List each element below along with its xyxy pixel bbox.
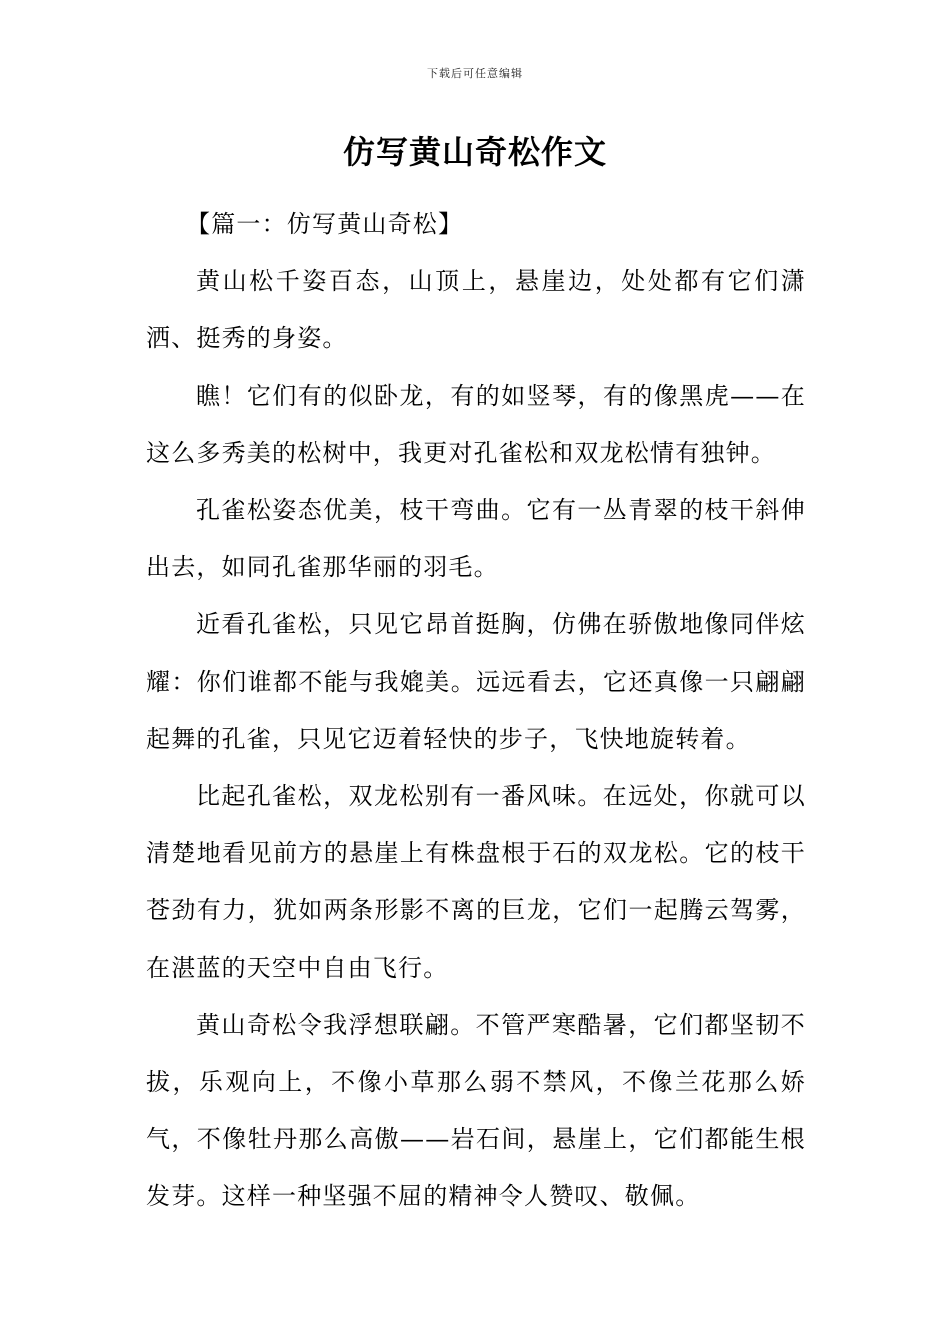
paragraph: 孔雀松姿态优美，枝干弯曲。它有一丛青翠的枝干斜伸出去，如同孔雀那华丽的羽毛。 [146,496,806,582]
document-body [146,196,806,1226]
header-note: 下载后可任意编辑 [427,67,523,80]
paragraph: 近看孔雀松，只见它昂首挺胸，仿佛在骄傲地像同伴炫耀：你们谁都不能与我媲美。远远看去，它还真像一只翩翩起舞的孔雀，只见它迈着轻快的步子，飞快地旋转着。 [146,610,806,753]
paragraph: 瞧！它们有的似卧龙，有的如竖琴，有的像黑虎——在这么多秀美的松树中，我更对孔雀松和双龙松情有独钟。 [146,381,806,467]
paragraph: 比起孔雀松，双龙松别有一番风味。在远处，你就可以清楚地看见前方的悬崖上有株盘根于石的双龙松。它的枝干苍劲有力，犹如两条形影不离的巨龙，它们一起腾云驾雾，在湛蓝的天空中自由飞行。 [146,782,806,982]
paragraph: 黄山松千姿百态，山顶上，悬崖边，处处都有它们潇洒、挺秀的身姿。 [146,267,806,353]
paragraph: 黄山奇松令我浮想联翩。不管严寒酷暑，它们都坚韧不拔，乐观向上，不像小草那么弱不禁风，不像兰花那么娇气，不像牡丹那么高傲——岩石间，悬崖上，它们都能生根发芽。这样一种坚强不屈的精神令人赞叹、敬佩。 [146,1010,806,1211]
document-title: 仿写黄山奇松作文 [342,133,607,171]
section-heading: 【篇一：仿写黄山奇松】 [186,210,464,238]
